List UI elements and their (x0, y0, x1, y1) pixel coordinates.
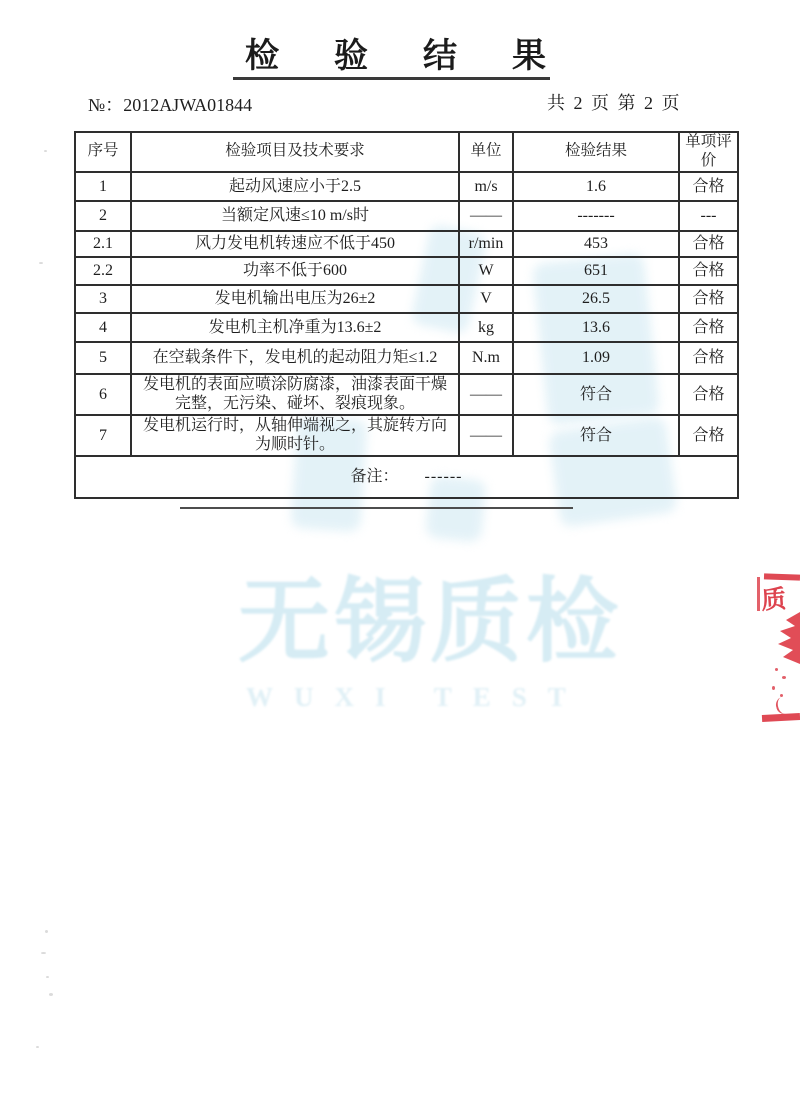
cell-item: 风力发电机转速应不低于450 (131, 231, 459, 257)
cell-result: 453 (513, 231, 679, 257)
title-underline (233, 77, 550, 80)
stamp-dot (772, 686, 775, 690)
table-row (75, 313, 738, 342)
table-row (75, 374, 738, 415)
cell-result: 1.6 (513, 172, 679, 201)
cell-no: 5 (75, 342, 131, 374)
scan-speck (44, 150, 47, 152)
scan-speck (45, 930, 48, 933)
stamp-frame-bottom (762, 713, 800, 722)
cell-result: 13.6 (513, 313, 679, 342)
cell-item: 在空载条件下，发电机的起动阻力矩≤1.2 (131, 342, 459, 374)
cell-result: 1.09 (513, 342, 679, 374)
column-header-no: 序号 (75, 132, 131, 172)
cell-unit: —— (459, 415, 513, 456)
header-row (75, 132, 738, 172)
cell-no: 7 (75, 415, 131, 456)
cell-item: 发电机输出电压为26±2 (131, 285, 459, 313)
table-row (75, 231, 738, 257)
remark-row (75, 456, 738, 498)
cell-eval: 合格 (679, 172, 738, 201)
table-row (75, 342, 738, 374)
cell-result: ------- (513, 201, 679, 231)
cell-unit: N.m (459, 342, 513, 374)
cell-item: 发电机运行时，从轴伸端视之，其旋转方向为顺时针。 (131, 415, 459, 456)
scan-speck (49, 993, 53, 996)
results-table-head (75, 132, 738, 172)
table-row (75, 172, 738, 201)
cell-unit: W (459, 257, 513, 285)
remark-value: ------ (424, 468, 463, 486)
cell-result: 符合 (513, 415, 679, 456)
table-row (75, 415, 738, 456)
watermark-latin-text: WUXI TEST (246, 682, 587, 712)
results-table (74, 131, 739, 499)
report-number-value: 2012AJWA01844 (123, 95, 253, 115)
cell-item: 当额定风速≤10 m/s时 (131, 201, 459, 231)
cell-eval: 合格 (679, 257, 738, 285)
remark-cell (75, 456, 738, 498)
table-row (75, 201, 738, 231)
scan-speck (41, 952, 46, 954)
cell-eval: 合格 (679, 415, 738, 456)
cell-eval: 合格 (679, 374, 738, 415)
cell-eval: 合格 (679, 313, 738, 342)
cell-eval: --- (679, 201, 738, 231)
cell-no: 4 (75, 313, 131, 342)
remark-label: 备注： (350, 468, 399, 486)
end-of-report-line (180, 507, 573, 509)
page-count-info: 共 2 页 第 2 页 (547, 93, 682, 113)
cell-no: 1 (75, 172, 131, 201)
report-number-label: №： (88, 95, 124, 115)
scan-speck (46, 976, 49, 978)
remark-table-body (75, 456, 738, 498)
cell-eval: 合格 (679, 342, 738, 374)
cell-unit: kg (459, 313, 513, 342)
column-header-unit: 单位 (459, 132, 513, 172)
page-title: 检验结果 (245, 38, 601, 75)
cell-no: 2.2 (75, 257, 131, 285)
cell-result: 符合 (513, 374, 679, 415)
cell-no: 2 (75, 201, 131, 231)
column-header-result: 检验结果 (513, 132, 679, 172)
column-header-item: 检验项目及技术要求 (131, 132, 459, 172)
cell-unit: —— (459, 374, 513, 415)
cell-eval: 合格 (679, 285, 738, 313)
cell-item: 发电机主机净重为13.6±2 (131, 313, 459, 342)
cell-item: 起动风速应小于2.5 (131, 172, 459, 201)
cell-item: 功率不低于600 (131, 257, 459, 285)
cell-unit: V (459, 285, 513, 313)
cell-item: 发电机的表面应喷涂防腐漆，油漆表面干燥完整，无污染、碰坏、裂痕现象。 (131, 374, 459, 415)
stamp-blob (768, 610, 800, 666)
stamp-dot (782, 676, 786, 679)
watermark-text: 无锡质检 (238, 571, 623, 673)
table-row (75, 285, 738, 313)
cell-unit: —— (459, 201, 513, 231)
scan-speck (36, 1046, 39, 1048)
stamp-dot (775, 668, 778, 671)
cell-no: 3 (75, 285, 131, 313)
results-table-body (75, 172, 738, 456)
cell-result: 651 (513, 257, 679, 285)
stamp-character: 质 (760, 586, 788, 615)
cell-unit: m/s (459, 172, 513, 201)
cell-unit: r/min (459, 231, 513, 257)
scan-speck (39, 262, 43, 264)
cell-no: 6 (75, 374, 131, 415)
report-number (88, 91, 252, 117)
table-row (75, 257, 738, 285)
cell-result: 26.5 (513, 285, 679, 313)
cell-no: 2.1 (75, 231, 131, 257)
column-header-eval: 单项评价 (679, 132, 738, 172)
cell-eval: 合格 (679, 231, 738, 257)
